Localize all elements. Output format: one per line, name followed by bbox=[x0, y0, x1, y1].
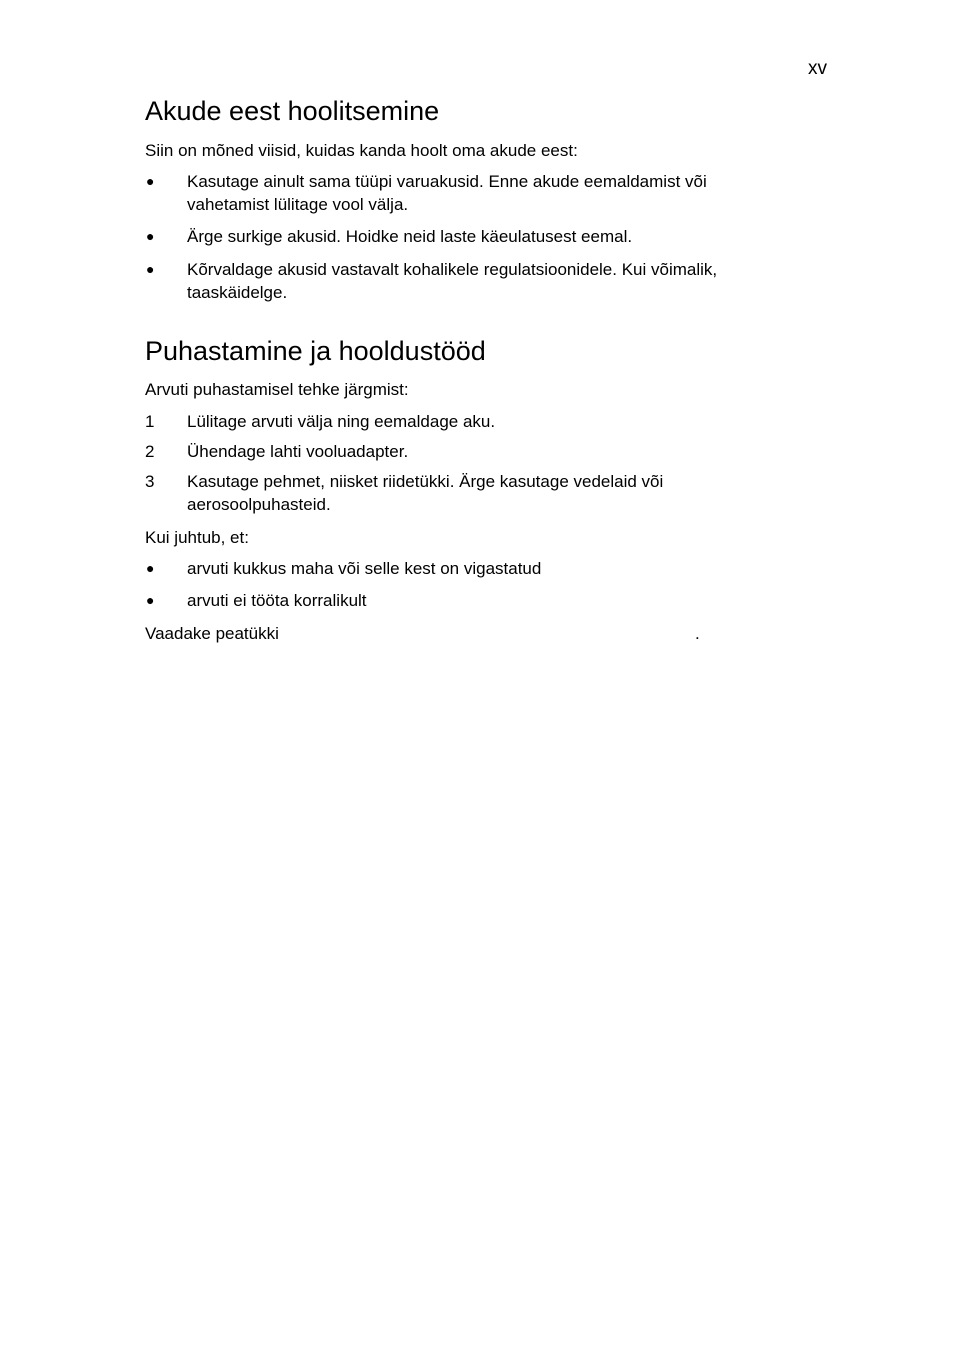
list-item-text: arvuti kukkus maha või selle kest on vigastatud bbox=[187, 559, 542, 578]
bullet-icon: ● bbox=[146, 592, 155, 608]
step-number: 2 bbox=[145, 442, 155, 461]
list-item bbox=[145, 410, 785, 433]
list-item-text: Kasutage pehmet, niisket riidetükki. Ärge kasutage vedelaid või aerosoolpuhasteid. bbox=[187, 472, 664, 514]
step-number: 3 bbox=[145, 472, 155, 491]
step-number: 1 bbox=[145, 412, 155, 431]
list-item-text: Ühendage lahti vooluadapter. bbox=[187, 442, 409, 461]
list-item bbox=[145, 440, 785, 463]
list-item-text: Lülitage arvuti välja ning eemaldage aku. bbox=[187, 412, 496, 431]
list-item-text: Ärge surkige akusid. Hoidke neid laste käeulatusest eemal. bbox=[187, 227, 633, 246]
batteries-heading: Akude eest hoolitsemine bbox=[145, 96, 440, 126]
bullet-icon: ● bbox=[146, 173, 155, 189]
condition-intro: Kui juhtub, et: bbox=[145, 528, 249, 547]
list-item-text: Kasutage ainult sama tüüpi varuakusid. Enne akude eemaldamist või vahetamist lülitage vool välja. bbox=[187, 172, 707, 214]
bullet-icon: ● bbox=[146, 261, 155, 277]
list-item bbox=[145, 225, 785, 248]
list-item bbox=[145, 258, 785, 304]
list-item-text: arvuti ei tööta korralikult bbox=[187, 591, 367, 610]
list-item bbox=[145, 470, 785, 516]
page-number: xv bbox=[808, 58, 827, 79]
list-item bbox=[145, 557, 785, 580]
bullet-icon: ● bbox=[146, 228, 155, 244]
bullet-icon: ● bbox=[146, 560, 155, 576]
list-item bbox=[145, 170, 785, 216]
batteries-intro: Siin on mõned viisid, kuidas kanda hoolt oma akude eest: bbox=[145, 141, 578, 160]
cleaning-intro: Arvuti puhastamisel tehke järgmist: bbox=[145, 380, 409, 399]
list-item-text: Kõrvaldage akusid vastavalt kohalikele regulatsioonidele. Kui võimalik, taaskäidelge. bbox=[187, 260, 718, 302]
list-item bbox=[145, 589, 785, 612]
trailing-period: . bbox=[695, 624, 700, 643]
see-chapter-text: Vaadake peatükki bbox=[145, 624, 279, 643]
cleaning-heading: Puhastamine ja hooldustööd bbox=[145, 336, 486, 366]
